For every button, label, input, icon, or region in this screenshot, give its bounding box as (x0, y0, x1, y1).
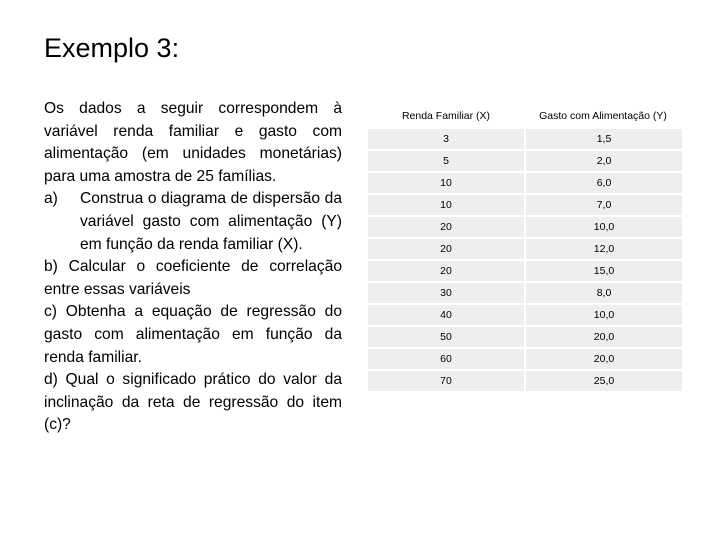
item-d (44, 369, 342, 437)
cell-x: 30 (368, 283, 524, 303)
cell-x: 3 (368, 129, 524, 149)
slide-title: Exemplo 3: (44, 33, 180, 63)
table-row (368, 371, 682, 391)
item-b-text: Calcular o coeficiente de correlação entre essas variáveis (44, 258, 342, 298)
cell-y: 15,0 (524, 261, 682, 281)
cell-x: 20 (368, 261, 524, 281)
item-a-text: Construa o diagrama de dispersão da variável gasto com alimentação (Y) em função da renda familiar (X). (80, 190, 342, 253)
table-row (368, 173, 682, 193)
cell-y: 2,0 (524, 151, 682, 171)
cell-y: 20,0 (524, 327, 682, 347)
table-row (368, 283, 682, 303)
exercise-text (44, 98, 342, 437)
cell-x: 60 (368, 349, 524, 369)
table-row (368, 129, 682, 149)
cell-y: 25,0 (524, 371, 682, 391)
cell-y: 20,0 (524, 349, 682, 369)
item-d-marker: d) (44, 371, 58, 389)
cell-x: 20 (368, 217, 524, 237)
cell-y: 6,0 (524, 173, 682, 193)
table-header-row (368, 106, 682, 127)
item-b-marker: b) (44, 258, 58, 276)
table-row (368, 327, 682, 347)
cell-y: 10,0 (524, 217, 682, 237)
item-c (44, 301, 342, 369)
cell-y: 7,0 (524, 195, 682, 215)
table-row (368, 349, 682, 369)
table-row (368, 217, 682, 237)
header-renda: Renda Familiar (X) (368, 106, 524, 127)
table-row (368, 305, 682, 325)
item-c-marker: c) (44, 303, 57, 321)
table-row (368, 151, 682, 171)
item-b (44, 256, 342, 301)
cell-y: 1,5 (524, 129, 682, 149)
cell-x: 10 (368, 195, 524, 215)
cell-y: 12,0 (524, 239, 682, 259)
cell-x: 50 (368, 327, 524, 347)
cell-x: 40 (368, 305, 524, 325)
table-row (368, 195, 682, 215)
cell-y: 8,0 (524, 283, 682, 303)
cell-x: 10 (368, 173, 524, 193)
intro-paragraph: Os dados a seguir correspondem à variável renda familiar e gasto com alimentação (em unidades monetárias) para uma amostra de 25 famílias. (44, 100, 342, 185)
table-row (368, 239, 682, 259)
header-gasto: Gasto com Alimentação (Y) (524, 106, 682, 127)
cell-x: 5 (368, 151, 524, 171)
cell-y: 10,0 (524, 305, 682, 325)
item-a (44, 188, 342, 256)
cell-x: 70 (368, 371, 524, 391)
table-row (368, 261, 682, 281)
item-d-text: Qual o significado prático do valor da inclinação da reta de regressão do item (c)? (44, 371, 342, 434)
item-a-marker: a) (44, 190, 58, 208)
cell-x: 20 (368, 239, 524, 259)
item-c-text: Obtenha a equação de regressão do gasto com alimentação em função da renda familiar. (44, 303, 342, 366)
data-table (368, 104, 682, 393)
